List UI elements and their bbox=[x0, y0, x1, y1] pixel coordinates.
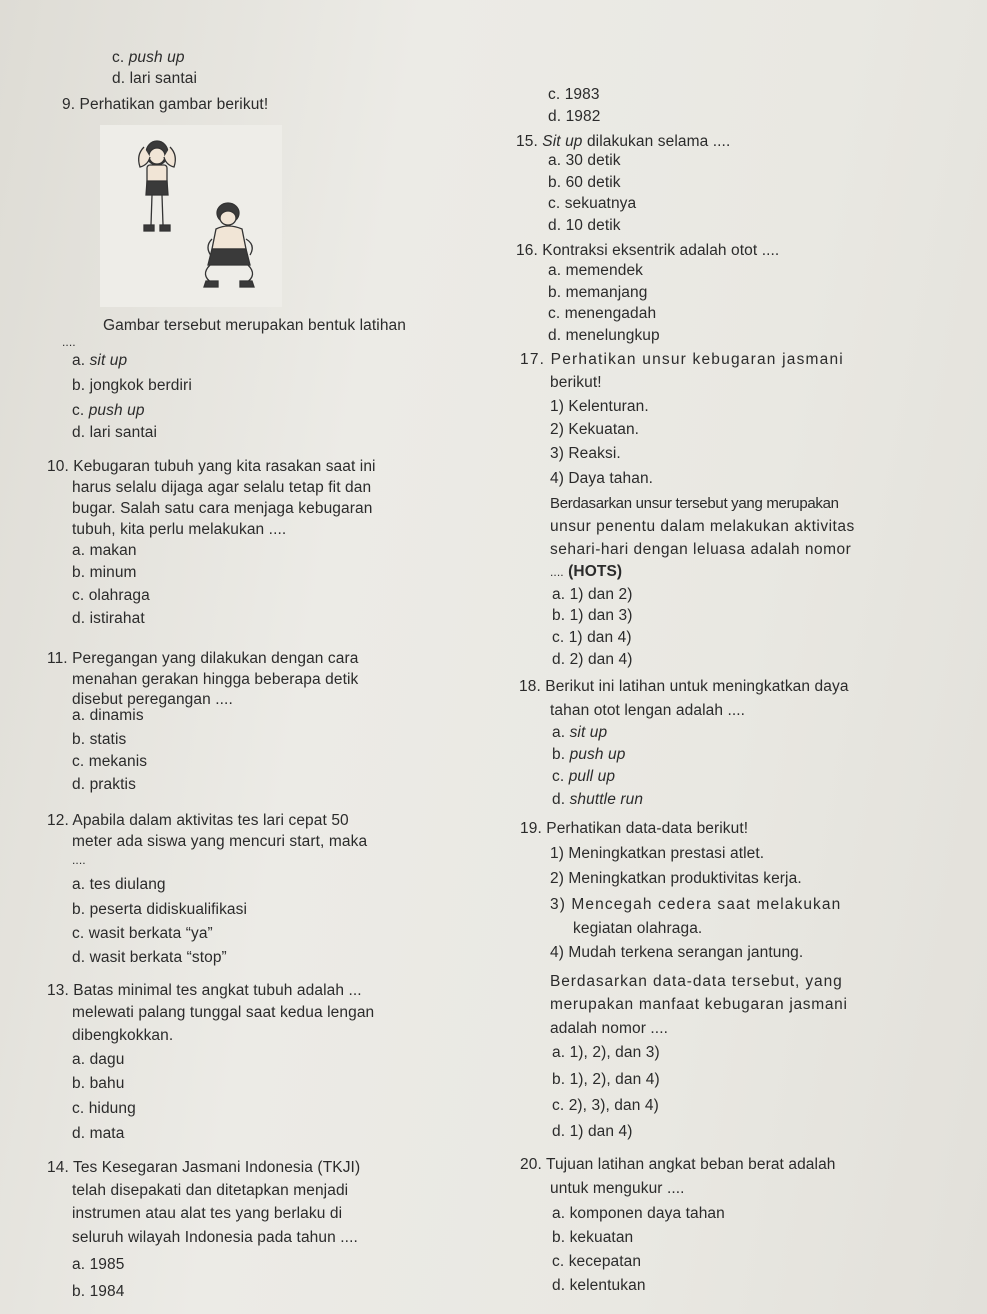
q18-option-a[interactable]: a. sit up bbox=[552, 724, 608, 741]
standing-child-icon bbox=[139, 141, 176, 231]
squat-jump-illustration bbox=[100, 125, 282, 307]
q19-stem: 19. Perhatikan data-data berikut! bbox=[520, 820, 749, 837]
pre-right-option-c: c. 1983 bbox=[548, 86, 600, 103]
q17-para-1: Berdasarkan unsur tersebut yang merupakan bbox=[550, 495, 839, 512]
q16-option-c[interactable]: c. menengadah bbox=[548, 305, 657, 322]
q18-option-b[interactable]: b. push up bbox=[552, 746, 626, 763]
q17-option-a[interactable]: a. 1) dan 2) bbox=[552, 586, 633, 603]
q20-option-b[interactable]: b. kekuatan bbox=[552, 1229, 634, 1246]
q10-line-3: bugar. Salah satu cara menjaga kebugaran bbox=[72, 500, 373, 517]
q15-option-d[interactable]: d. 10 detik bbox=[548, 217, 621, 234]
q14-option-b[interactable]: b. 1984 bbox=[72, 1283, 125, 1300]
q9-stem: 9. Perhatikan gambar berikut! bbox=[62, 96, 269, 113]
pre-right-option-d: d. 1982 bbox=[548, 108, 601, 125]
q12-option-a[interactable]: a. tes diulang bbox=[72, 876, 166, 893]
q18-option-c[interactable]: c. pull up bbox=[552, 768, 616, 785]
q11-line-2: menahan gerakan hingga beberapa detik bbox=[72, 671, 359, 688]
q10-option-c[interactable]: c. olahraga bbox=[72, 587, 150, 604]
q19-option-a[interactable]: a. 1), 2), dan 3) bbox=[552, 1044, 660, 1061]
q19-item-3b: kegiatan olahraga. bbox=[573, 920, 703, 937]
q17-option-d[interactable]: d. 2) dan 4) bbox=[552, 651, 633, 668]
q9-option-b[interactable]: b. jongkok berdiri bbox=[72, 377, 192, 394]
exercise-figure bbox=[100, 125, 282, 307]
q11-option-d[interactable]: d. praktis bbox=[72, 776, 136, 793]
q19-option-d[interactable]: d. 1) dan 4) bbox=[552, 1123, 633, 1140]
q16-option-a[interactable]: a. memendek bbox=[548, 262, 644, 279]
q13-option-d[interactable]: d. mata bbox=[72, 1125, 125, 1142]
q19-para-2: merupakan manfaat kebugaran jasmani bbox=[550, 996, 848, 1013]
q18-line-1: 18. Berikut ini latihan untuk meningkatkan daya bbox=[519, 678, 849, 695]
q9-option-a[interactable]: a. sit up bbox=[72, 352, 128, 369]
q13-line-3: dibengkokkan. bbox=[72, 1027, 174, 1044]
q18-option-d[interactable]: d. shuttle run bbox=[552, 791, 644, 808]
q15-stem: 15. Sit up dilakukan selama .... bbox=[516, 133, 731, 150]
q17-line-2: berikut! bbox=[550, 374, 602, 391]
q12-line-3: .... bbox=[72, 853, 86, 867]
q11-option-c[interactable]: c. mekanis bbox=[72, 753, 148, 770]
q15-option-c[interactable]: c. sekuatnya bbox=[548, 195, 637, 212]
q19-item-2: 2) Meningkatkan produktivitas kerja. bbox=[550, 870, 802, 887]
q13-option-a[interactable]: a. dagu bbox=[72, 1051, 125, 1068]
q9-option-d[interactable]: d. lari santai bbox=[72, 424, 157, 441]
q19-option-c[interactable]: c. 2), 3), dan 4) bbox=[552, 1097, 659, 1114]
q14-line-1: 14. Tes Kesegaran Jasmani Indonesia (TKJI) bbox=[47, 1159, 361, 1176]
q12-line-1: 12. Apabila dalam aktivitas tes lari cepat 50 bbox=[47, 812, 349, 829]
q18-line-2: tahan otot lengan adalah .... bbox=[550, 702, 746, 719]
q11-line-3: disebut peregangan .... bbox=[72, 691, 233, 708]
q20-option-d[interactable]: d. kelentukan bbox=[552, 1277, 646, 1294]
q10-option-d[interactable]: d. istirahat bbox=[72, 610, 145, 627]
q13-line-2: melewati palang tunggal saat kedua lengan bbox=[72, 1004, 375, 1021]
q17-item-4: 4) Daya tahan. bbox=[550, 470, 654, 487]
q11-option-b[interactable]: b. statis bbox=[72, 731, 127, 748]
q17-item-1: 1) Kelenturan. bbox=[550, 398, 649, 415]
q17-option-c[interactable]: c. 1) dan 4) bbox=[552, 629, 632, 646]
q10-option-a[interactable]: a. makan bbox=[72, 542, 137, 559]
q19-item-3: 3) Mencegah cedera saat melakukan bbox=[550, 896, 842, 913]
q14-line-2: telah disepakati dan ditetapkan menjadi bbox=[72, 1182, 349, 1199]
pre-option-d: d. lari santai bbox=[112, 70, 197, 87]
q10-line-1: 10. Kebugaran tubuh yang kita rasakan saat ini bbox=[47, 458, 376, 475]
q20-line-2: untuk mengukur .... bbox=[550, 1180, 685, 1197]
squatting-child-icon bbox=[204, 203, 254, 287]
q16-stem: 16. Kontraksi eksentrik adalah otot .... bbox=[516, 242, 780, 259]
q20-line-1: 20. Tujuan latihan angkat beban berat adalah bbox=[520, 1156, 836, 1173]
q19-para-1: Berdasarkan data-data tersebut, yang bbox=[550, 973, 843, 990]
q16-option-d[interactable]: d. menelungkup bbox=[548, 327, 660, 344]
q13-option-c[interactable]: c. hidung bbox=[72, 1100, 136, 1117]
q14-line-3: instrumen atau alat tes yang berlaku di bbox=[72, 1205, 343, 1222]
pre-option-c: c. push up bbox=[112, 49, 185, 66]
q17-line-1: 17. Perhatikan unsur kebugaran jasmani bbox=[520, 351, 844, 368]
q14-option-a[interactable]: a. 1985 bbox=[72, 1256, 125, 1273]
q12-option-c[interactable]: c. wasit berkata “ya” bbox=[72, 925, 213, 942]
q17-tail: .... (HOTS) bbox=[550, 563, 623, 580]
q12-option-d[interactable]: d. wasit berkata “stop” bbox=[72, 949, 227, 966]
q11-option-a[interactable]: a. dinamis bbox=[72, 707, 144, 724]
q9-option-c[interactable]: c. push up bbox=[72, 402, 145, 419]
q14-line-4: seluruh wilayah Indonesia pada tahun .... bbox=[72, 1229, 358, 1246]
q17-option-b[interactable]: b. 1) dan 3) bbox=[552, 607, 633, 624]
q13-option-b[interactable]: b. bahu bbox=[72, 1075, 125, 1092]
q19-para-3: adalah nomor .... bbox=[550, 1020, 669, 1037]
q12-option-b[interactable]: b. peserta didiskualifikasi bbox=[72, 901, 248, 918]
q15-option-b[interactable]: b. 60 detik bbox=[548, 174, 621, 191]
q19-item-1: 1) Meningkatkan prestasi atlet. bbox=[550, 845, 765, 862]
q20-option-a[interactable]: a. komponen daya tahan bbox=[552, 1205, 725, 1222]
q17-para-3: sehari-hari dengan leluasa adalah nomor bbox=[550, 541, 852, 558]
q15-option-a[interactable]: a. 30 detik bbox=[548, 152, 621, 169]
q17-item-3: 3) Reaksi. bbox=[550, 445, 621, 462]
q19-item-4: 4) Mudah terkena serangan jantung. bbox=[550, 944, 804, 961]
q12-line-2: meter ada siswa yang mencuri start, maka bbox=[72, 833, 368, 850]
q10-option-b[interactable]: b. minum bbox=[72, 564, 137, 581]
q10-line-4: tubuh, kita perlu melakukan .... bbox=[72, 521, 287, 538]
q13-line-1: 13. Batas minimal tes angkat tubuh adalah ... bbox=[47, 982, 362, 999]
q17-para-2: unsur penentu dalam melakukan aktivitas bbox=[550, 518, 855, 535]
hots-tag: (HOTS) bbox=[568, 563, 623, 580]
q9-caption: Gambar tersebut merupakan bentuk latihan bbox=[103, 317, 406, 334]
q11-line-1: 11. Peregangan yang dilakukan dengan cara bbox=[47, 650, 359, 667]
q19-option-b[interactable]: b. 1), 2), dan 4) bbox=[552, 1071, 660, 1088]
q16-option-b[interactable]: b. memanjang bbox=[548, 284, 648, 301]
q17-item-2: 2) Kekuatan. bbox=[550, 421, 640, 438]
q10-line-2: harus selalu dijaga agar selalu tetap fit dan bbox=[72, 479, 372, 496]
q20-option-c[interactable]: c. kecepatan bbox=[552, 1253, 642, 1270]
q9-blank: .... bbox=[62, 335, 76, 349]
